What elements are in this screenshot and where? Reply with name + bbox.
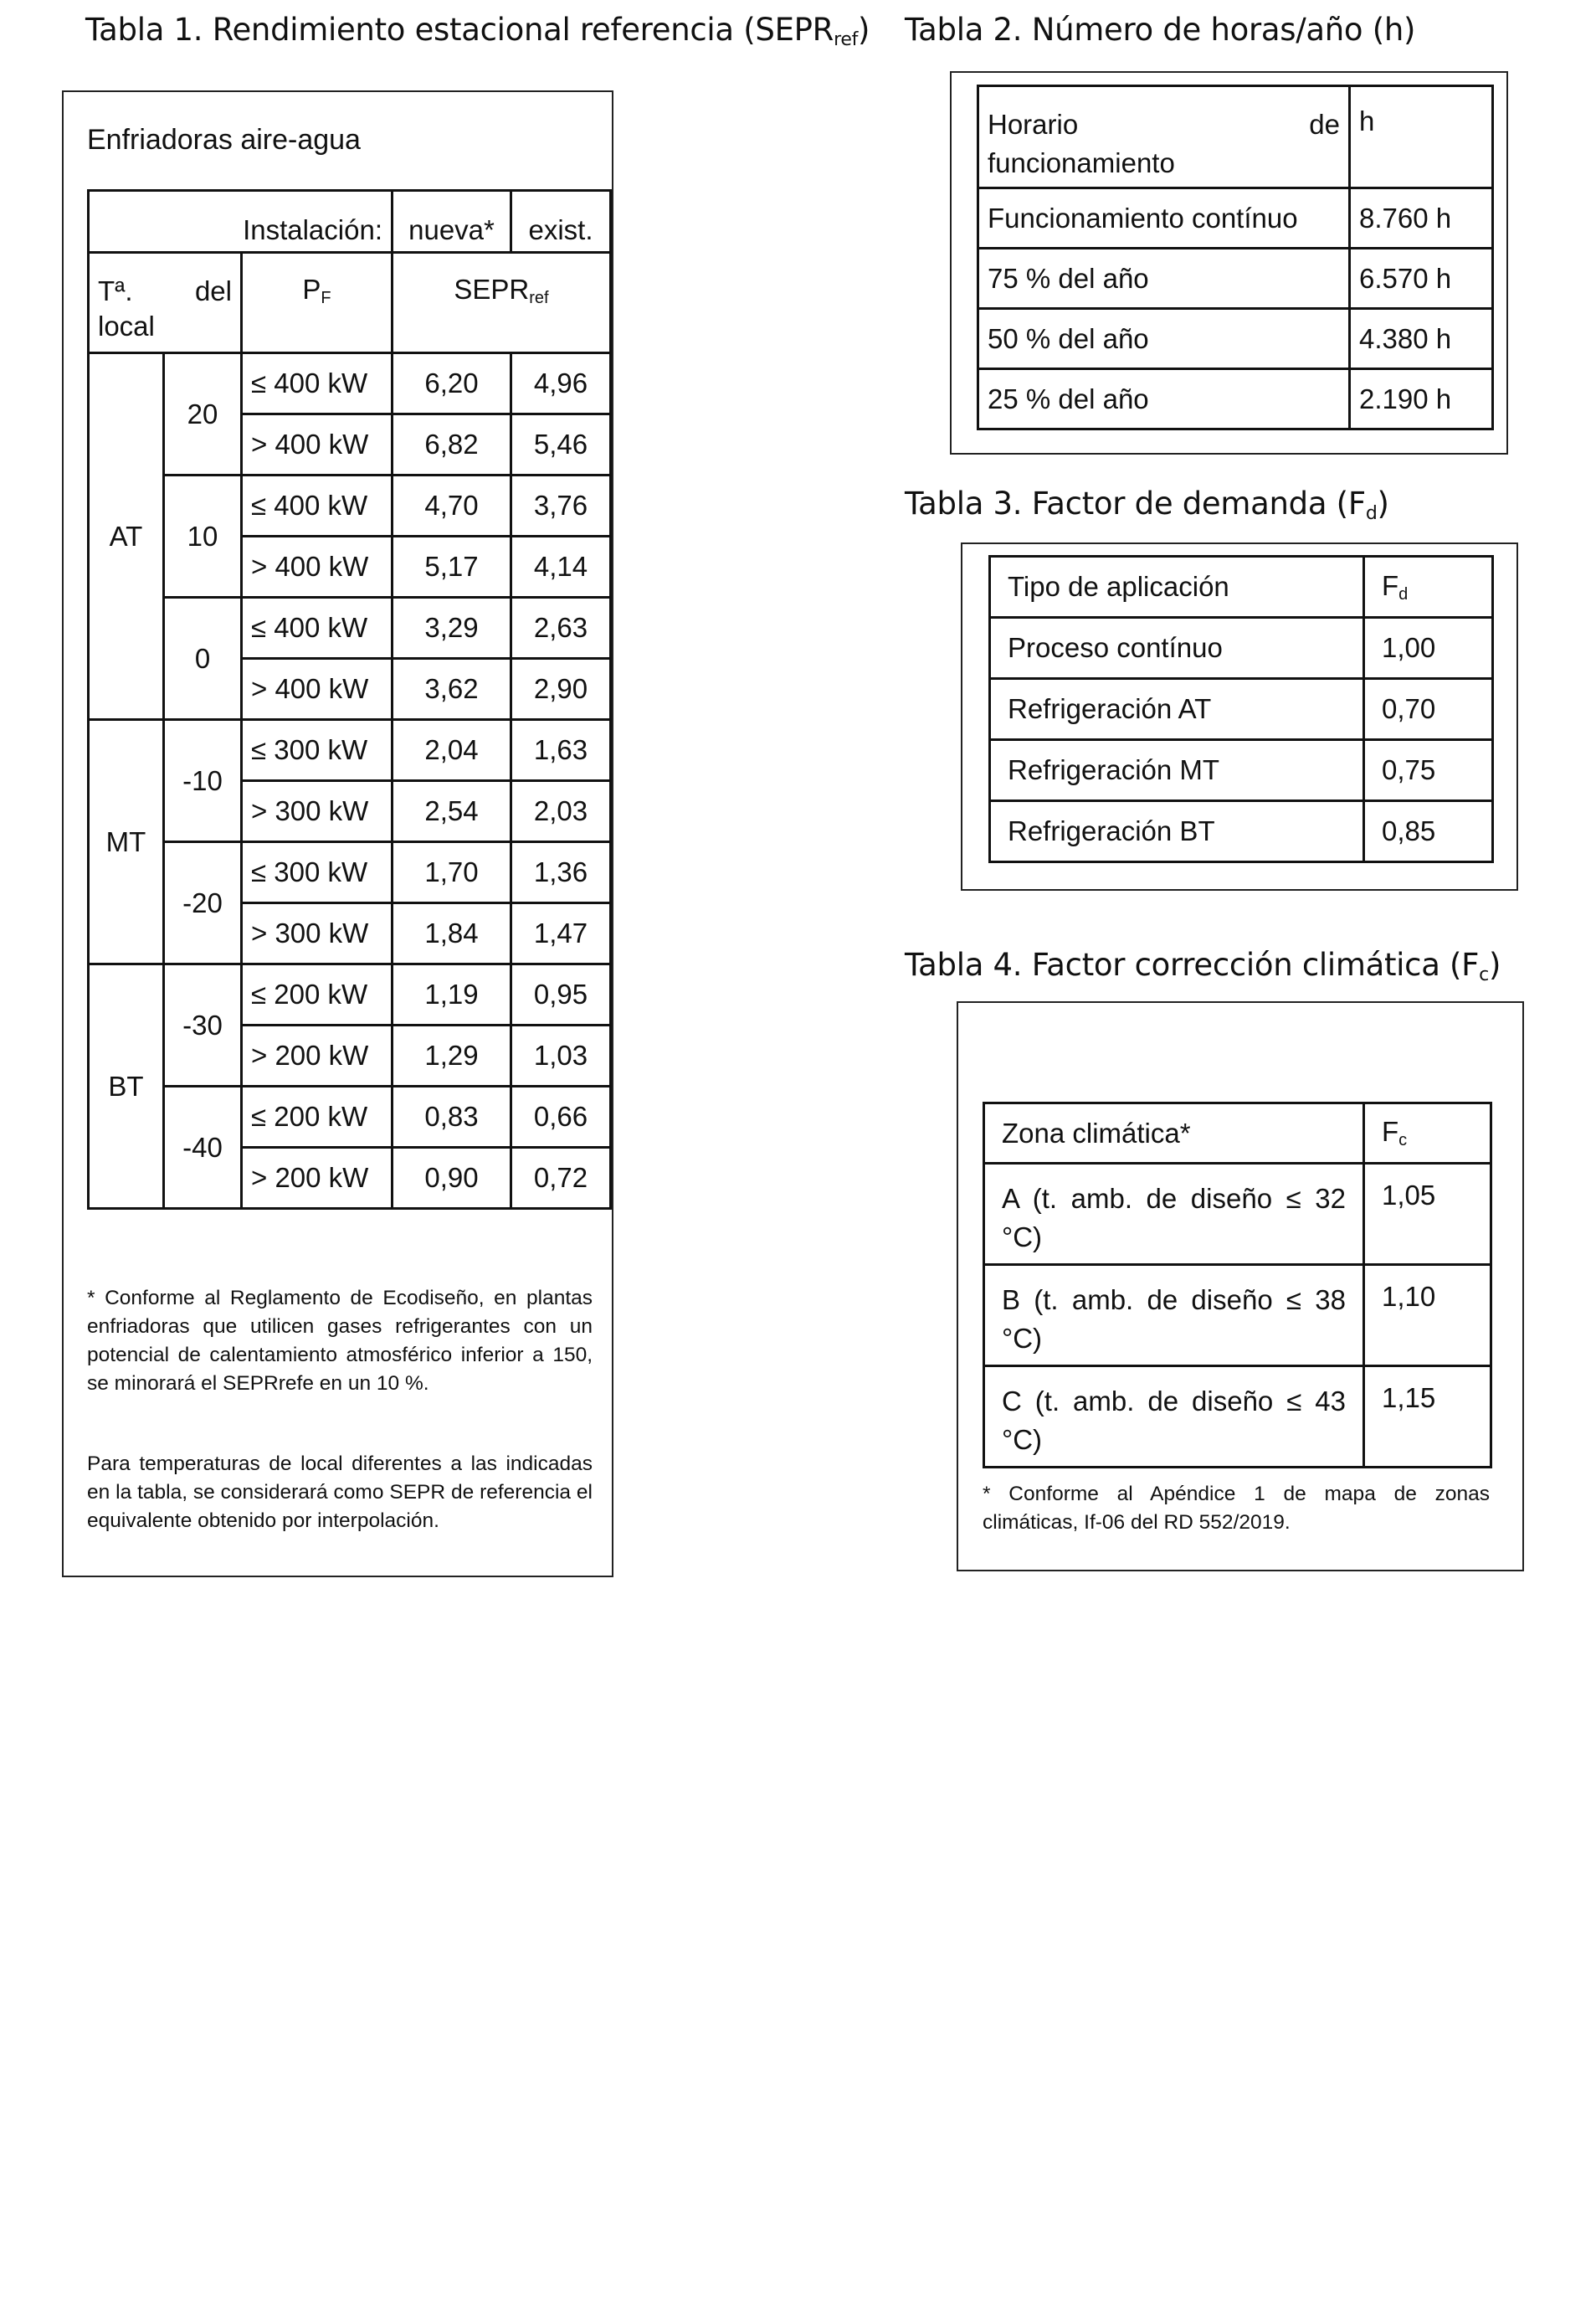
table1-hdr-sepr-sub: ref [529, 289, 549, 307]
table3-label-cell: Refrigeración BT [990, 801, 1364, 862]
table1-nueva-cell: 0,83 [393, 1087, 511, 1148]
table2-row [978, 309, 1493, 369]
table1-nueva-cell: 0,90 [393, 1148, 511, 1209]
table1-nueva-cell: 1,70 [393, 842, 511, 903]
table3-label-cell: Refrigeración MT [990, 740, 1364, 801]
table2-value-cell: 2.190 h [1350, 369, 1493, 429]
table4-value-cell: 1,10 [1364, 1265, 1491, 1366]
table1-pf-cell: > 200 kW [242, 1148, 393, 1209]
table1-row [89, 964, 611, 1026]
table1-temp-cell: -30 [164, 964, 242, 1087]
table1-exist-cell: 2,03 [511, 781, 611, 842]
table1-pf-cell: > 400 kW [242, 659, 393, 720]
table1-caption [85, 12, 870, 50]
table3-row [990, 801, 1493, 862]
table1-grid [87, 189, 612, 1210]
table2-row [978, 369, 1493, 429]
table1-exist-cell: 3,76 [511, 476, 611, 537]
table1-hdr-pf-sub: F [321, 289, 331, 307]
table3-value-cell: 0,85 [1364, 801, 1493, 862]
table1-caption-sub: ref [834, 29, 859, 50]
table3-value-cell: 0,75 [1364, 740, 1493, 801]
table4-zone-line1: C (t. amb. de diseño ≤ 43 [1002, 1386, 1346, 1417]
table1-nueva-cell: 3,29 [393, 598, 511, 659]
table1-nueva-cell: 2,04 [393, 720, 511, 781]
table1-exist-cell: 2,90 [511, 659, 611, 720]
table1-nueva-cell: 1,84 [393, 903, 511, 964]
table2-value-cell: 8.760 h [1350, 188, 1493, 249]
table1-exist-cell: 4,96 [511, 353, 611, 414]
table1-exist-cell: 0,66 [511, 1087, 611, 1148]
table3-hdr-f-text: F [1382, 569, 1399, 601]
table4-row [984, 1164, 1491, 1265]
table1-nueva-cell: 2,54 [393, 781, 511, 842]
table1-hdr-temp-b: del [194, 275, 232, 306]
table1-exist-cell: 1,03 [511, 1026, 611, 1087]
table1-heading: Enfriadoras aire-agua [87, 124, 361, 156]
table2-row [978, 188, 1493, 249]
table1-pf-cell: ≤ 200 kW [242, 964, 393, 1026]
table3-label-cell: Proceso contínuo [990, 618, 1364, 679]
table3-hdr-tipo: Tipo de aplicación [990, 557, 1364, 618]
table3-row [990, 618, 1493, 679]
table4-hdr-zona: Zona climática* [984, 1103, 1364, 1164]
table1-nueva-cell: 1,29 [393, 1026, 511, 1087]
table3-caption-sub: d [1365, 503, 1378, 524]
table2-caption: Tabla 2. Número de horas/año (h) [905, 12, 1416, 48]
table1-exist-cell: 0,72 [511, 1148, 611, 1209]
table1-nueva-cell: 5,17 [393, 537, 511, 598]
table3-grid [988, 555, 1494, 863]
table1-pf-cell: ≤ 200 kW [242, 1087, 393, 1148]
table1-hdr-sepr [393, 253, 611, 353]
table3-value-cell: 0,70 [1364, 679, 1493, 740]
table1-pf-cell: ≤ 400 kW [242, 598, 393, 659]
table1-pf-cell: > 400 kW [242, 414, 393, 476]
table4-zone-line1: A (t. amb. de diseño ≤ 32 [1002, 1183, 1346, 1214]
table4-zone-line2: °C) [1002, 1323, 1043, 1354]
table2-label-cell: 25 % del año [978, 369, 1350, 429]
table1-nueva-cell: 6,20 [393, 353, 511, 414]
table4-row [984, 1366, 1491, 1468]
table2-hdr-a: Horario [988, 109, 1079, 140]
table4-zone-cell [984, 1265, 1364, 1366]
table4-zone-line2: °C) [1002, 1424, 1043, 1455]
table1-row [89, 476, 611, 537]
table2-hdr-horario [978, 86, 1350, 188]
table1-group-label: BT [89, 964, 164, 1209]
table1-row [89, 598, 611, 659]
table2-value-cell: 4.380 h [1350, 309, 1493, 369]
table1-temp-cell: -40 [164, 1087, 242, 1209]
table4-note: * Conforme al Apéndice 1 de mapa de zonas climáticas, If-06 del RD 552/2019. [983, 1483, 1490, 1534]
table1-pf-cell: > 400 kW [242, 537, 393, 598]
table3-label-cell: Refrigeración AT [990, 679, 1364, 740]
table1-pf-cell: > 200 kW [242, 1026, 393, 1087]
table2-row [978, 249, 1493, 309]
table3-caption [905, 486, 1389, 524]
table1-row [89, 720, 611, 781]
table1-row [89, 1087, 611, 1148]
table1-temp-cell: -20 [164, 842, 242, 964]
table1-row [89, 842, 611, 903]
table4-grid [983, 1102, 1492, 1468]
table1-exist-cell: 0,95 [511, 964, 611, 1026]
table3-row [990, 679, 1493, 740]
table1-pf-cell: ≤ 300 kW [242, 720, 393, 781]
table3-hdr-f [1364, 557, 1493, 618]
table1-pf-cell: > 300 kW [242, 781, 393, 842]
table1-temp-cell: 10 [164, 476, 242, 598]
table4-zone-cell [984, 1164, 1364, 1265]
table1-hdr-sepr-text: SEPR [454, 274, 530, 305]
table3-hdr-f-sub: d [1398, 584, 1409, 604]
table1-group-label: MT [89, 720, 164, 964]
table1-exist-cell: 2,63 [511, 598, 611, 659]
table1-caption-text: Tabla 1. Rendimiento estacional referencia (SEPR [85, 12, 834, 48]
table4-caption-sub: c [1479, 964, 1489, 985]
table4-value-cell: 1,15 [1364, 1366, 1491, 1468]
table1-note2: Para temperaturas de local diferentes a las indicadas en la tabla, se considerará como SEPR de referencia el equivalente obtenido por interpolación. [87, 1452, 593, 1532]
table4-value-cell: 1,05 [1364, 1164, 1491, 1265]
table2-value-cell: 6.570 h [1350, 249, 1493, 309]
table1-nueva-cell: 1,19 [393, 964, 511, 1026]
table2-label-cell: Funcionamiento contínuo [978, 188, 1350, 249]
table4-hdr-f-sub: c [1398, 1131, 1408, 1149]
table1-nueva-cell: 4,70 [393, 476, 511, 537]
table1-exist-cell: 4,14 [511, 537, 611, 598]
table1-pf-cell: ≤ 300 kW [242, 842, 393, 903]
table1-pf-cell: > 300 kW [242, 903, 393, 964]
table1-exist-cell: 1,36 [511, 842, 611, 903]
table1-exist-cell: 1,63 [511, 720, 611, 781]
table1-hdr-instalacion: Instalación: [89, 191, 393, 253]
table1-hdr-pf [242, 253, 393, 353]
table1-exist-cell: 5,46 [511, 414, 611, 476]
table1-hdr-pf-text: P [302, 274, 321, 305]
table4-caption [905, 947, 1501, 985]
table1-hdr-temp-c: local [98, 311, 155, 342]
table1-nueva-cell: 6,82 [393, 414, 511, 476]
table1-hdr-temp [89, 253, 242, 353]
table1-temp-cell: 0 [164, 598, 242, 720]
table1-hdr-nueva: nueva* [393, 191, 511, 253]
table4-zone-line1: B (t. amb. de diseño ≤ 38 [1002, 1284, 1346, 1315]
table4-row [984, 1265, 1491, 1366]
table1-caption-end: ) [858, 12, 870, 48]
table1-nueva-cell: 3,62 [393, 659, 511, 720]
table1-row [89, 353, 611, 414]
table1-pf-cell: ≤ 400 kW [242, 476, 393, 537]
table3-row [990, 740, 1493, 801]
table3-caption-end: ) [1377, 486, 1389, 522]
table4-caption-text: Tabla 4. Factor corrección climática (F [905, 947, 1480, 983]
table3-caption-text: Tabla 3. Factor de demanda (F [905, 486, 1366, 522]
table2-grid [977, 85, 1494, 430]
table1-note1: * Conforme al Reglamento de Ecodiseño, en plantas enfriadoras que utilicen gases refrigerantes con un potencial de calentamiento atmosférico inferior a 150, se minorará el SEPRrefe en un 10 %. [87, 1287, 593, 1395]
table1-hdr-temp-a: Tª. [98, 275, 133, 306]
table4-zone-line2: °C) [1002, 1221, 1043, 1252]
table2-label-cell: 50 % del año [978, 309, 1350, 369]
table1-exist-cell: 1,47 [511, 903, 611, 964]
table2-label-cell: 75 % del año [978, 249, 1350, 309]
table4-caption-end: ) [1488, 947, 1501, 983]
table2-hdr-h: h [1350, 86, 1493, 188]
table1-pf-cell: ≤ 400 kW [242, 353, 393, 414]
table4-hdr-f-text: F [1382, 1116, 1399, 1147]
table3-value-cell: 1,00 [1364, 618, 1493, 679]
table4-hdr-f [1364, 1103, 1491, 1164]
table1-group-label: AT [89, 353, 164, 720]
table1-temp-cell: 20 [164, 353, 242, 476]
table1-temp-cell: -10 [164, 720, 242, 842]
table2-hdr-b: de [1309, 109, 1340, 140]
table2-hdr-c: funcionamiento [988, 147, 1175, 178]
table1-hdr-exist: exist. [511, 191, 611, 253]
table4-zone-cell [984, 1366, 1364, 1468]
